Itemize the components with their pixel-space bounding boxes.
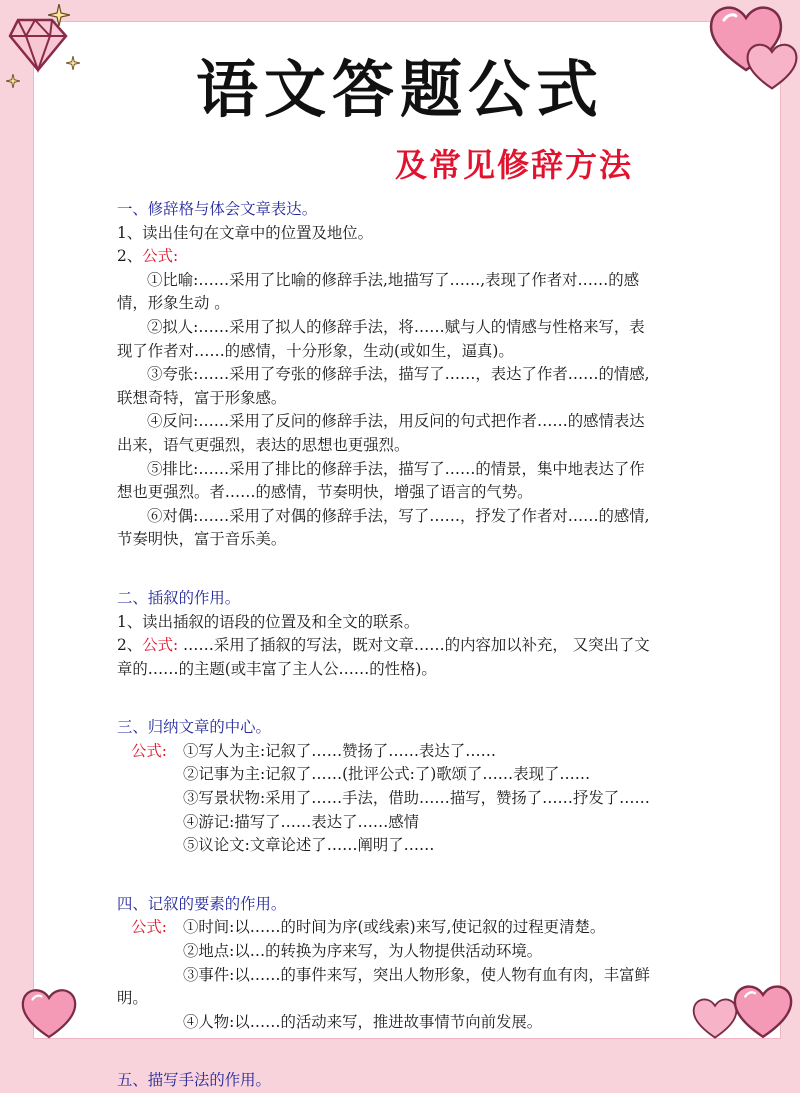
text-line: ②地点:以…的转换为序来写，为人物提供活动环境。 xyxy=(183,942,543,961)
text-line: 联想奇特，富于形象感。 xyxy=(117,388,287,407)
heart-icon xyxy=(730,982,796,1040)
text-line: 想也更强烈。者……的感情，节奏明快，增强了语言的气势。 xyxy=(117,483,533,502)
text-line: 情，形象生动 。 xyxy=(117,294,230,313)
text-line: 2、公式: ……采用了插叙的写法，既对文章……的内容加以补充， 又突出了文 xyxy=(117,636,650,655)
text-line: 公式: ①写人为主:记叙了……赞扬了……表达了…… xyxy=(117,740,705,764)
formula-label: 公式: xyxy=(131,741,167,760)
formula-label: 公式: xyxy=(131,918,167,937)
text-line: ③事件:以……的事件来写，突出人物形象，使人物有血有肉，丰富鲜 xyxy=(183,965,650,984)
text-line: ②拟人:……采用了拟人的修辞手法，将……赋与人的情感与性格来写，表 xyxy=(147,317,645,336)
section-heading-5: 五、描写手法的作用。 xyxy=(117,1071,271,1090)
text-line: 明。 xyxy=(117,989,148,1008)
text-line: ⑤排比:……采用了排比的修辞手法，描写了……的情景，集中地表达了作 xyxy=(147,459,645,478)
formula-label: 公式: xyxy=(142,636,179,655)
text-line: 1、读出插叙的语段的位置及和全文的联系。 xyxy=(117,612,420,631)
text-line: 1、读出佳句在文章中的位置及地位。 xyxy=(117,223,374,242)
section-heading-1: 一、修辞格与体会文章表达。 xyxy=(117,200,318,218)
text-line xyxy=(117,245,705,269)
text-line: ④游记:描写了……表达了……感情 xyxy=(183,812,420,831)
section-heading-3: 三、归纳文章的中心。 xyxy=(117,718,271,737)
text-line: ⑥对偶:……采用了对偶的修辞手法，写了……，抒发了作者对……的感情, xyxy=(147,506,650,525)
text-line: ④人物:以……的活动来写，推进故事情节向前发展。 xyxy=(183,1012,543,1031)
text-line: 公式: ①时间:以……的时间为序(或线索)来写,使记叙的过程更清楚。 xyxy=(117,916,705,940)
text-line: ①比喻:……采用了比喻的修辞手法,地描写了……,表现了作者对……的感 xyxy=(147,270,640,289)
page-title: 语文答题公式 xyxy=(195,53,604,126)
list-number: 2、 xyxy=(117,247,143,266)
document-body xyxy=(117,198,705,1093)
section-heading-2: 二、插叙的作用。 xyxy=(117,588,241,607)
text-line: ④反问:……采用了反问的修辞手法，用反问的句式把作者……的感情表达 xyxy=(147,412,645,431)
heart-icon xyxy=(18,986,80,1040)
page-subtitle: 及常见修辞方法 xyxy=(395,146,634,184)
text-line: 现了作者对……的感情，十分形象，生动(或如生，逼真)。 xyxy=(117,341,514,360)
formula-label: 公式: xyxy=(142,247,179,266)
text-line: ③写景状物:采用了……手法，借助……描写，赞扬了……抒发了…… xyxy=(183,789,650,808)
text-line: 出来，语气更强烈，表达的思想也更强烈。 xyxy=(117,435,410,454)
text-line: 章的……的主题(或丰富了主人公……的性格)。 xyxy=(117,659,437,678)
text-line: 节奏明快，富于音乐美。 xyxy=(117,530,287,549)
sparkle-icon xyxy=(48,4,70,26)
list-number: 2、 xyxy=(117,636,143,655)
section-heading-4: 四、记叙的要素的作用。 xyxy=(117,894,287,913)
text-line: ③夸张:……采用了夸张的修辞手法，描写了……，表达了作者……的情感, xyxy=(147,365,650,384)
text-line: ⑤议论文:文章论述了……阐明了…… xyxy=(183,836,435,855)
text-line: ②记事为主:记叙了……(批评公式:了)歌颂了……表现了…… xyxy=(183,765,591,784)
